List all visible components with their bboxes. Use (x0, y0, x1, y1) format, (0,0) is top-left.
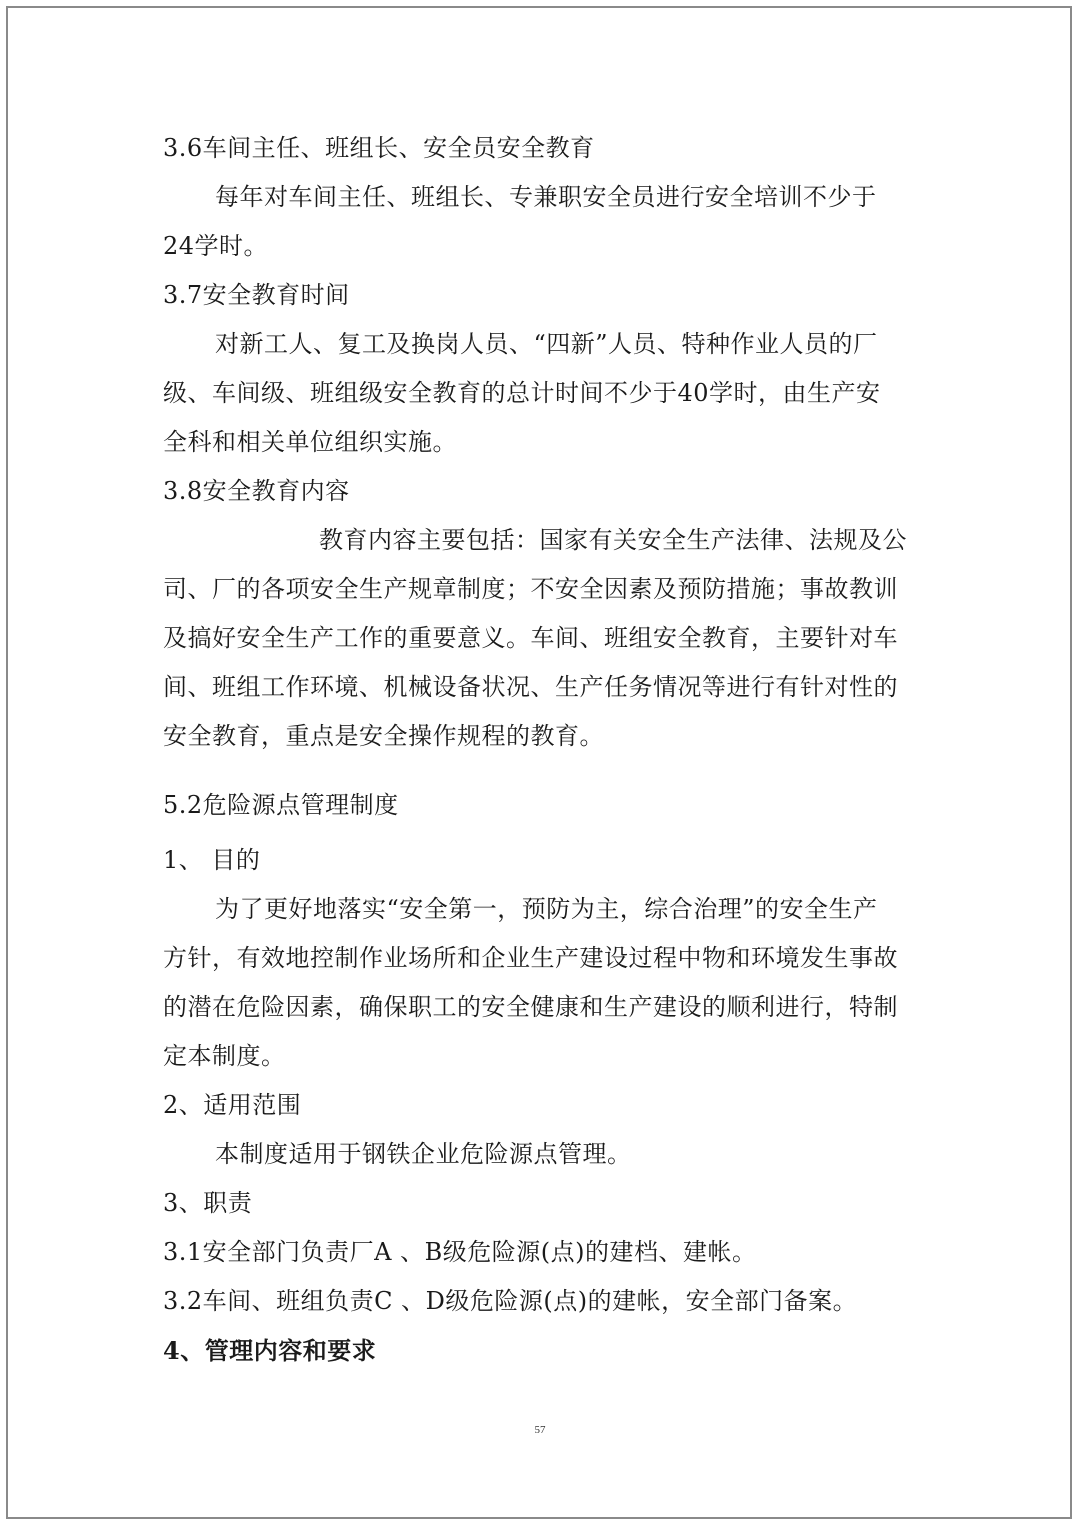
paragraph-line: 安全教育，重点是安全操作规程的教育。 (163, 722, 604, 750)
paragraph-line: 对新工人、复工及换岗人员、“四新”人员、特种作业人员的厂 (215, 330, 878, 358)
subheading-scope: 2、适用范围 (163, 1091, 302, 1119)
paragraph-line: 3.2车间、班组负责C 、D级危险源(点)的建帐，安全部门备案。 (163, 1287, 858, 1315)
paragraph-line: 本制度适用于钢铁企业危险源点管理。 (215, 1140, 632, 1168)
chapter-heading-5-2: 5.2危险源点管理制度 (163, 791, 399, 819)
paragraph-line: 全科和相关单位组织实施。 (163, 428, 457, 456)
paragraph-line: 教育内容主要包括：国家有关安全生产法律、法规及公 (319, 526, 907, 554)
paragraph-line: 间、班组工作环境、机械设备状况、生产任务情况等进行有针对性的 (163, 673, 898, 701)
paragraph-line: 定本制度。 (163, 1042, 286, 1070)
paragraph-line: 3.1安全部门负责厂A 、B级危险源(点)的建档、建帐。 (163, 1238, 757, 1266)
section-heading-3-6: 3.6车间主任、班组长、安全员安全教育 (163, 134, 595, 162)
paragraph-line: 24学时。 (163, 232, 269, 260)
section-heading-3-7: 3.7安全教育时间 (163, 281, 350, 309)
paragraph-line: 司、厂的各项安全生产规章制度；不安全因素及预防措施；事故教训 (163, 575, 898, 603)
paragraph-line: 方针，有效地控制作业场所和企业生产建设过程中物和环境发生事故 (163, 944, 898, 972)
paragraph-line: 的潜在危险因素，确保职工的安全健康和生产建设的顺利进行，特制 (163, 993, 898, 1021)
paragraph-line: 为了更好地落实“安全第一，预防为主，综合治理”的安全生产 (215, 895, 878, 923)
document-body (163, 124, 923, 1375)
page-number: 57 (534, 1424, 546, 1436)
subheading-management-content: 4、管理内容和要求 (163, 1336, 377, 1365)
paragraph-line: 级、车间级、班组级安全教育的总计时间不少于40学时，由生产安 (163, 379, 881, 407)
section-heading-3-8: 3.8安全教育内容 (163, 477, 350, 505)
paragraph-line: 每年对车间主任、班组长、专兼职安全员进行安全培训不少于 (215, 183, 877, 211)
subheading-responsibilities: 3、职责 (163, 1189, 253, 1217)
subheading-purpose: 1、 目的 (163, 846, 261, 874)
paragraph-line: 及搞好安全生产工作的重要意义。车间、班组安全教育，主要针对车 (163, 624, 898, 652)
